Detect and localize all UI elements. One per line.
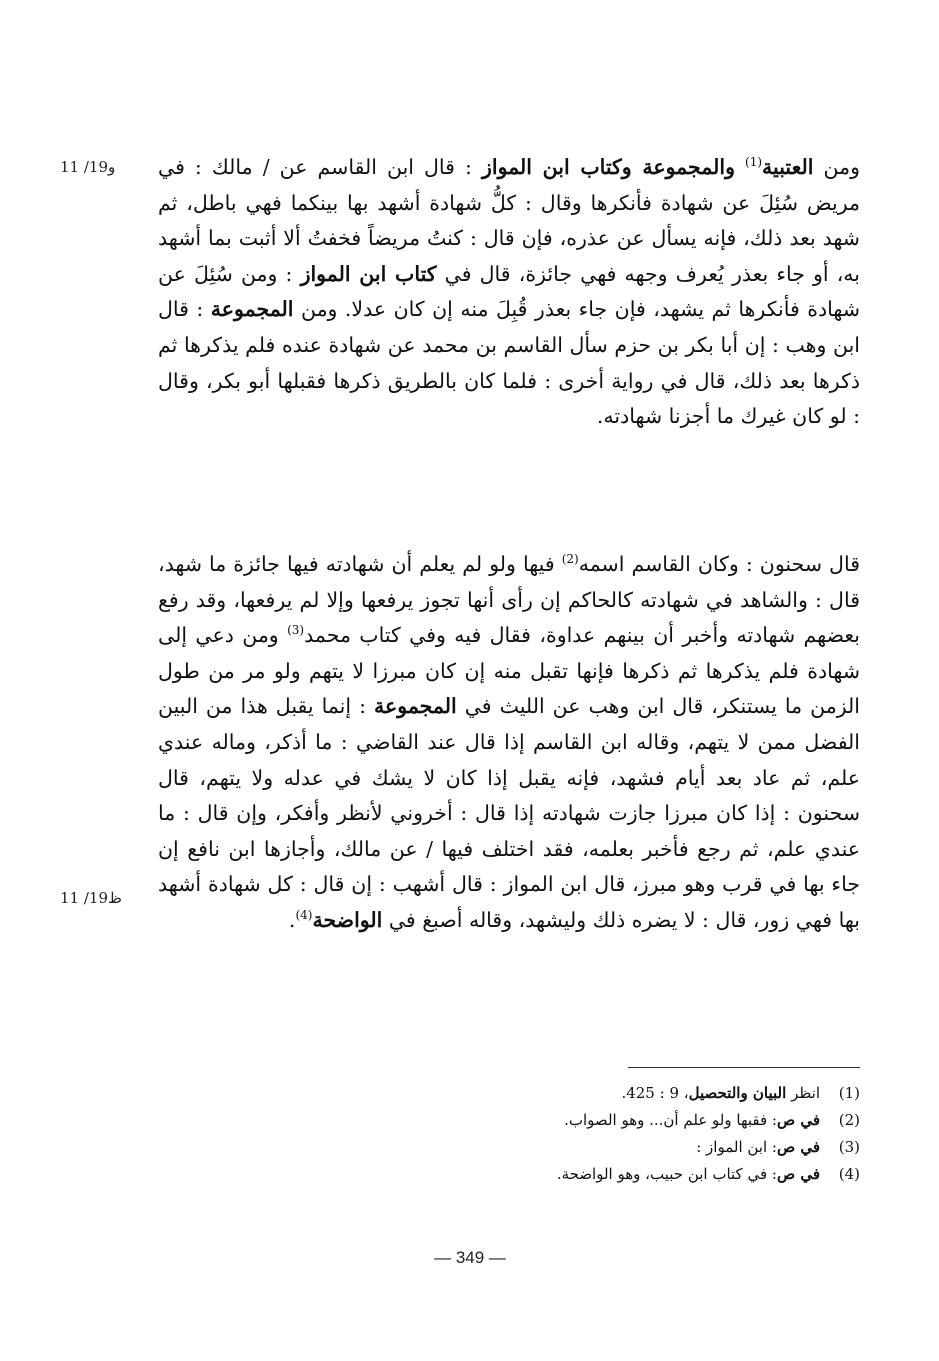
- footnote-text: [440, 1107, 820, 1134]
- text-run: [735, 155, 745, 179]
- text-run: : قال ابن وهب : إن أبا بكر بن حزم سأل القاسم بن محمد عن شهادة عنده فلم يذكرها ثم ذكرها بعد ذلك، قال في رواية أخرى : فلما كان بالطريق ذكرها فقبلها أبو بكر، وقال : لو كان غيرك ما أجزنا شهادته.: [158, 297, 860, 429]
- source-title: كتاب ابن المواز: [300, 261, 437, 286]
- source-title: والمجموعة وكتاب ابن المواز: [481, 155, 735, 179]
- footnote-number: (2): [838, 1111, 860, 1129]
- footnote-ref-1[interactable]: (1): [745, 155, 763, 170]
- footnote-4: [440, 1161, 860, 1188]
- footnote-number: (4): [838, 1165, 860, 1183]
- footnote-1: [440, 1080, 860, 1107]
- footnote-text: [440, 1134, 820, 1161]
- text-run: : ومن سُئِلَ عن شهادة فأنكرها ثم يشهد، فإن جاء بعذر قُبِلَ منه إن كان عدلا. ومن: [158, 261, 861, 322]
- text-run: : ابن المواز :: [696, 1138, 777, 1156]
- footnote-divider: [628, 1067, 860, 1068]
- manuscript-siglum: في ص: [776, 1165, 820, 1183]
- margin-note-folio-recto: 11 /19و: [60, 158, 116, 176]
- footnote-ref-2[interactable]: (2): [561, 552, 579, 567]
- page-number: — 349 —: [434, 1248, 506, 1267]
- text-run: .: [288, 907, 296, 932]
- footnote-2: [440, 1107, 860, 1134]
- text-run: : قال ابن القاسم عن / مالك : في مريض سُئِلَ عن شهادة فأنكرها وقال : كلُّ شهادة أشهد بها بينكما فهي باطل، ثم شهد بعد ذلك، فإنه يسأل عن عذره، فإن قال : كنتُ مريضاً فخفتُ ألا أثبت بما أشهد به، أو جاء بعذر يُعرف وجهه فهي جائزة، قال في: [158, 155, 861, 286]
- footnote-3: [440, 1134, 860, 1161]
- manuscript-siglum: في ص: [776, 1138, 820, 1156]
- paragraph-2: [158, 547, 860, 939]
- text-run: انظر: [786, 1084, 820, 1102]
- text-run: : فقبها ولو علم أن... وهو الصواب.: [564, 1111, 777, 1129]
- manuscript-siglum: في ص: [776, 1111, 820, 1129]
- footnote-number: (3): [838, 1138, 860, 1156]
- source-title: البيان والتحصيل: [688, 1084, 787, 1102]
- source-title: الواضحة: [312, 907, 383, 932]
- text-run: : إنما يقبل هذا من البين الفضل ممن لا يتهم، وقاله ابن القاسم إذا قال عند القاضي : ما أذكر، وماله عندي علم، ثم عاد بعد أيام فشهد، فإنه يقبل إذا كان لا يشك في عدله ولا يتهم، قال سحنون : إذا كان مبرزا جازت شهادته إذا قال : أخروني لأنظر وأفكر، وإن قال : ما عندي علم، ثم رجع فأخبر بعلمه، فقد اختلف فيها / عن مالك، وأجازها ابن نافع إن جاء بها في قرب وهو مبرز، قال ابن المواز : قال أشهب : إن قال : كل شهادة أشهد بها فهي زور، قال : لا يضره ذلك وليشهد، وقاله أصبغ في: [158, 694, 860, 932]
- text-run: : في كتاب ابن حبيب، وهو الواضحة.: [556, 1165, 777, 1183]
- footnote-text: [440, 1161, 820, 1188]
- paragraph-1: [158, 150, 860, 435]
- margin-note-folio-verso: 11 /19ظ: [60, 889, 122, 907]
- footnote-ref-4[interactable]: (4): [295, 908, 313, 923]
- source-title: المجموعة: [374, 694, 457, 719]
- source-title: المجموعة: [210, 297, 294, 322]
- source-title: العتبية: [762, 155, 814, 179]
- footnote-text: [440, 1080, 820, 1107]
- text-run: ومن دعي إلى شهادة فلم يذكرها ثم ذكرها فإنها تقبل منه إن كان مبرزا لا يتهم ولو مر من طول الزمن ما يستنكر، قال ابن وهب عن الليث في: [158, 623, 860, 719]
- text-run: ، 9 : 425.: [621, 1084, 689, 1102]
- footnote-number: (1): [838, 1084, 860, 1102]
- text-run: ومن: [813, 155, 860, 179]
- footnote-ref-3[interactable]: (3): [287, 623, 305, 638]
- footnotes: [440, 1080, 860, 1188]
- text-run: قال سحنون : وكان القاسم اسمه: [578, 552, 860, 576]
- text-run: فيها ولو لم يعلم أن شهادته فيها جائزة ما شهد، قال : والشاهد في شهادته كالحاكم إن رأى أنها تجوز يرفعها وإلا لم يرفعها، وقد رفع بعضهم شهادته وأخبر أن بينهم عداوة، فقال فيه وفي كتاب محمد: [158, 552, 860, 648]
